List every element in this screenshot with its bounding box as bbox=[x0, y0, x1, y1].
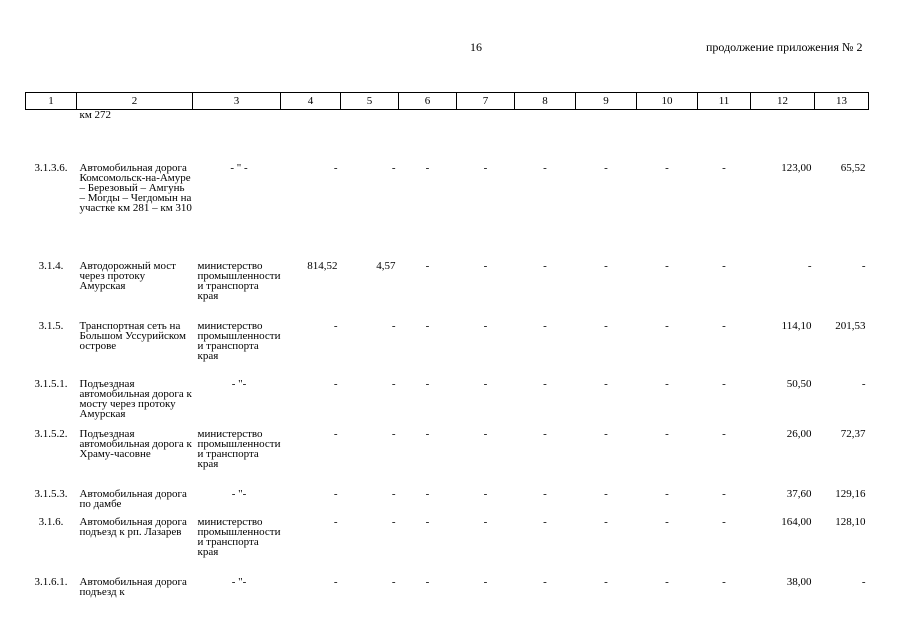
cell-col9: - bbox=[604, 515, 608, 528]
cell-col12: 164,00 bbox=[781, 515, 812, 528]
row-number: 3.1.5.2. bbox=[34, 427, 68, 440]
cell-col11: - bbox=[722, 575, 726, 588]
cell-col7: - bbox=[483, 161, 488, 174]
table-row bbox=[26, 429, 869, 489]
col-header: 8 bbox=[514, 93, 575, 110]
cell-col13: 65,52 bbox=[840, 161, 866, 174]
cell-col8: - bbox=[543, 515, 547, 528]
row-executor: министерство промышленности и транспорта края bbox=[197, 319, 281, 362]
col-header: 2 bbox=[77, 93, 193, 110]
cell-col12: 26,00 bbox=[786, 427, 812, 440]
cell-col4: - bbox=[333, 515, 338, 528]
cell-col10: - bbox=[665, 515, 669, 528]
cell-col7: - bbox=[483, 319, 488, 332]
table-row bbox=[26, 577, 869, 617]
row-executor: - " - bbox=[230, 161, 248, 174]
col-header: 3 bbox=[193, 93, 281, 110]
cell-col5: - bbox=[391, 487, 396, 500]
page-number: 16 bbox=[470, 40, 482, 54]
cell-col13: 201,53 bbox=[835, 319, 866, 332]
cell-col4: - bbox=[333, 377, 338, 390]
table-row bbox=[26, 379, 869, 429]
data-table bbox=[25, 92, 869, 617]
header-row bbox=[26, 93, 869, 110]
col-header: 1 bbox=[26, 93, 77, 110]
cell-col11: - bbox=[722, 487, 726, 500]
cell-col9: - bbox=[604, 377, 608, 390]
col-header: 4 bbox=[280, 93, 340, 110]
cell-col6: - bbox=[425, 161, 430, 174]
cell-col6: - bbox=[425, 259, 430, 272]
cell-col10: - bbox=[665, 487, 669, 500]
cell-col5: - bbox=[391, 575, 396, 588]
row-number: 3.1.5.1. bbox=[34, 377, 68, 390]
cell-col5: - bbox=[391, 319, 396, 332]
cell-col8: - bbox=[543, 319, 547, 332]
carryover-text: км 272 bbox=[79, 109, 112, 121]
cell-col13: - bbox=[861, 377, 866, 390]
cell-col9: - bbox=[604, 427, 608, 440]
row-executor: министерство промышленности и транспорта края bbox=[197, 515, 281, 558]
cell-col5: - bbox=[391, 427, 396, 440]
cell-col9: - bbox=[604, 319, 608, 332]
row-number: 3.1.6.1. bbox=[34, 575, 68, 588]
col-header: 7 bbox=[456, 93, 514, 110]
cell-col11: - bbox=[722, 259, 726, 272]
row-name: Автодорожный мост через протоку Амурская bbox=[79, 259, 176, 292]
col-header: 11 bbox=[697, 93, 750, 110]
row-number: 3.1.6. bbox=[38, 515, 64, 528]
cell-col8: - bbox=[543, 427, 547, 440]
cell-col11: - bbox=[722, 515, 726, 528]
row-name: Подъездная автомобильная дорога к Храму-часовне bbox=[79, 427, 192, 460]
cell-col12: 123,00 bbox=[781, 161, 812, 174]
cell-col9: - bbox=[604, 575, 608, 588]
row-executor: - "- bbox=[231, 377, 247, 390]
col-header: 5 bbox=[340, 93, 398, 110]
table-row bbox=[26, 321, 869, 379]
row-name: Транспортная сеть на Большом Уссурийском острове bbox=[79, 319, 186, 352]
cell-col7: - bbox=[483, 487, 488, 500]
row-name: Автомобильная дорога по дамбе bbox=[79, 487, 187, 510]
cell-col9: - bbox=[604, 487, 608, 500]
cell-col5: - bbox=[391, 161, 396, 174]
cell-col13: 72,37 bbox=[840, 427, 866, 440]
cell-col6: - bbox=[425, 487, 430, 500]
cell-col4: - bbox=[333, 319, 338, 332]
cell-col8: - bbox=[543, 259, 547, 272]
table-row bbox=[26, 517, 869, 577]
col-header: 9 bbox=[575, 93, 636, 110]
cell-col10: - bbox=[665, 377, 669, 390]
cell-col11: - bbox=[722, 319, 726, 332]
row-executor: - "- bbox=[231, 575, 247, 588]
cell-col10: - bbox=[665, 427, 669, 440]
cell-col8: - bbox=[543, 161, 547, 174]
cell-col7: - bbox=[483, 515, 488, 528]
cell-col10: - bbox=[665, 575, 669, 588]
row-number: 3.1.3.6. bbox=[34, 161, 68, 174]
row-executor: министерство промышленности и транспорта края bbox=[197, 259, 281, 302]
cell-col6: - bbox=[425, 319, 430, 332]
col-header: 12 bbox=[750, 93, 814, 110]
cell-col10: - bbox=[665, 161, 669, 174]
cell-col8: - bbox=[543, 575, 547, 588]
cell-col8: - bbox=[543, 487, 547, 500]
cell-col12: 37,60 bbox=[786, 487, 812, 500]
row-name: Подъездная автомобильная дорога к мосту через протоку Амурская bbox=[79, 377, 192, 420]
cell-col4: - bbox=[333, 575, 338, 588]
cell-col6: - bbox=[425, 575, 430, 588]
row-number: 3.1.4. bbox=[38, 259, 64, 272]
cell-col8: - bbox=[543, 377, 547, 390]
cell-col7: - bbox=[483, 427, 488, 440]
cell-col4: 814,52 bbox=[307, 259, 338, 272]
cell-col7: - bbox=[483, 575, 488, 588]
row-executor: министерство промышленности и транспорта края bbox=[197, 427, 281, 470]
cell-col12: 38,00 bbox=[786, 575, 812, 588]
row-name: Автомобильная дорога подъезд к рп. Лазарев bbox=[79, 515, 187, 538]
cell-col5: 4,57 bbox=[376, 259, 396, 272]
row-name: Автомобильная дорога подъезд к bbox=[79, 575, 187, 598]
cell-col10: - bbox=[665, 319, 669, 332]
cell-col9: - bbox=[604, 161, 608, 174]
cell-col11: - bbox=[722, 377, 726, 390]
cell-col13: 129,16 bbox=[835, 487, 866, 500]
cell-col9: - bbox=[604, 259, 608, 272]
row-name: Автомобильная дорога Комсомольск-на-Амуре – Березовый – Амгунь – Могды – Чегдомын на участке км 281 – км 310 bbox=[79, 161, 192, 214]
table-row bbox=[26, 261, 869, 321]
cell-col13: - bbox=[861, 259, 866, 272]
cell-col12: 50,50 bbox=[786, 377, 812, 390]
cell-col7: - bbox=[483, 259, 488, 272]
row-executor: - "- bbox=[231, 487, 247, 500]
table-row bbox=[26, 489, 869, 517]
cell-col4: - bbox=[333, 161, 338, 174]
cell-col10: - bbox=[665, 259, 669, 272]
cell-col5: - bbox=[391, 515, 396, 528]
cell-col13: 128,10 bbox=[835, 515, 866, 528]
row-number: 3.1.5. bbox=[38, 319, 64, 332]
cell-col6: - bbox=[425, 377, 430, 390]
cell-col6: - bbox=[425, 427, 430, 440]
row-number: 3.1.5.3. bbox=[34, 487, 68, 500]
cell-col12: - bbox=[807, 259, 812, 272]
cell-col12: 114,10 bbox=[781, 319, 812, 332]
col-header: 6 bbox=[398, 93, 456, 110]
cell-col5: - bbox=[391, 377, 396, 390]
cell-col13: - bbox=[861, 575, 866, 588]
col-header: 13 bbox=[814, 93, 868, 110]
table-row bbox=[26, 163, 869, 261]
carryover-row bbox=[26, 110, 869, 163]
cell-col7: - bbox=[483, 377, 488, 390]
col-header: 10 bbox=[636, 93, 697, 110]
cell-col4: - bbox=[333, 487, 338, 500]
cell-col11: - bbox=[722, 161, 726, 174]
cell-col6: - bbox=[425, 515, 430, 528]
continuation-note: продолжение приложения № 2 bbox=[706, 40, 863, 54]
cell-col11: - bbox=[722, 427, 726, 440]
cell-col4: - bbox=[333, 427, 338, 440]
